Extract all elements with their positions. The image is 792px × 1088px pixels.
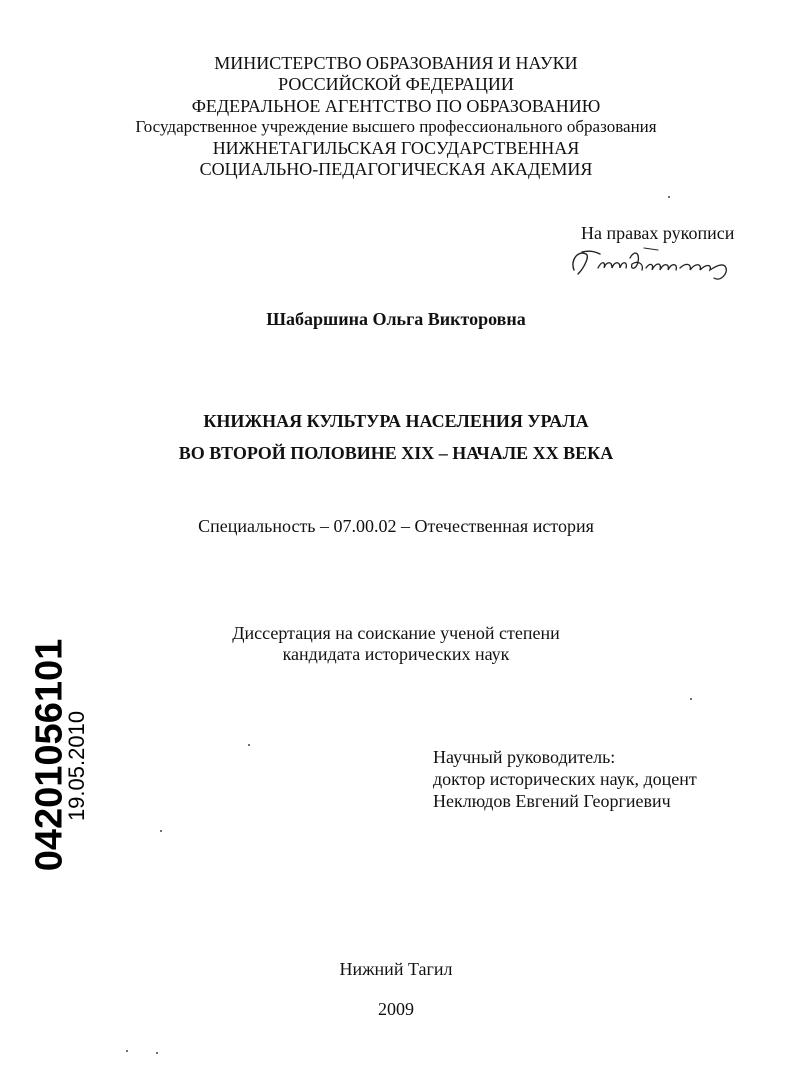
city: Нижний Тагил [339,959,453,979]
year: 2009 [378,999,414,1019]
supervisor-name: Неклюдов Евгений Георгиевич [433,791,671,811]
handwritten-signature [560,240,740,286]
specialty: Специальность – 07.00.02 – Отечественная история [198,516,594,536]
scan-speck [156,1052,158,1054]
scan-speck [668,196,670,198]
manuscript-note: На правах рукописи [581,223,735,243]
header-academy-line2: СОЦИАЛЬНО-ПЕДАГОГИЧЕСКАЯ АКАДЕМИЯ [199,159,593,179]
title-line2: ВО ВТОРОЙ ПОЛОВИНЕ XIX – НАЧАЛЕ XX ВЕКА [178,443,614,463]
title-line1: КНИЖНАЯ КУЛЬТУРА НАСЕЛЕНИЯ УРАЛА [203,411,589,431]
author-name: Шабаршина Ольга Викторовна [266,309,526,329]
degree-line1: Диссертация на соискание ученой степени [232,623,560,643]
scan-speck [160,830,162,832]
header-agency: ФЕДЕРАЛЬНОЕ АГЕНТСТВО ПО ОБРАЗОВАНИЮ [191,96,601,116]
degree-line2: кандидата исторических наук [282,644,510,664]
header-ministry: МИНИСТЕРСТВО ОБРАЗОВАНИЯ И НАУКИ [214,53,578,73]
header-federation: РОССИЙСКОЙ ФЕДЕРАЦИИ [278,74,514,94]
scan-speck [126,1050,128,1052]
supervisor-rank: доктор исторических наук, доцент [433,769,697,789]
header-academy-line1: НИЖНЕТАГИЛЬСКАЯ ГОСУДАРСТВЕННАЯ [212,138,580,158]
scan-speck [248,744,250,746]
header-institution-type: Государственное учреждение высшего профессионального образования [135,117,657,136]
library-stamp-date: 19.05.2010 [64,710,89,822]
scan-speck [690,698,692,700]
library-stamp-code: 04201056101 [28,638,71,872]
supervisor-label: Научный руководитель: [433,747,616,767]
